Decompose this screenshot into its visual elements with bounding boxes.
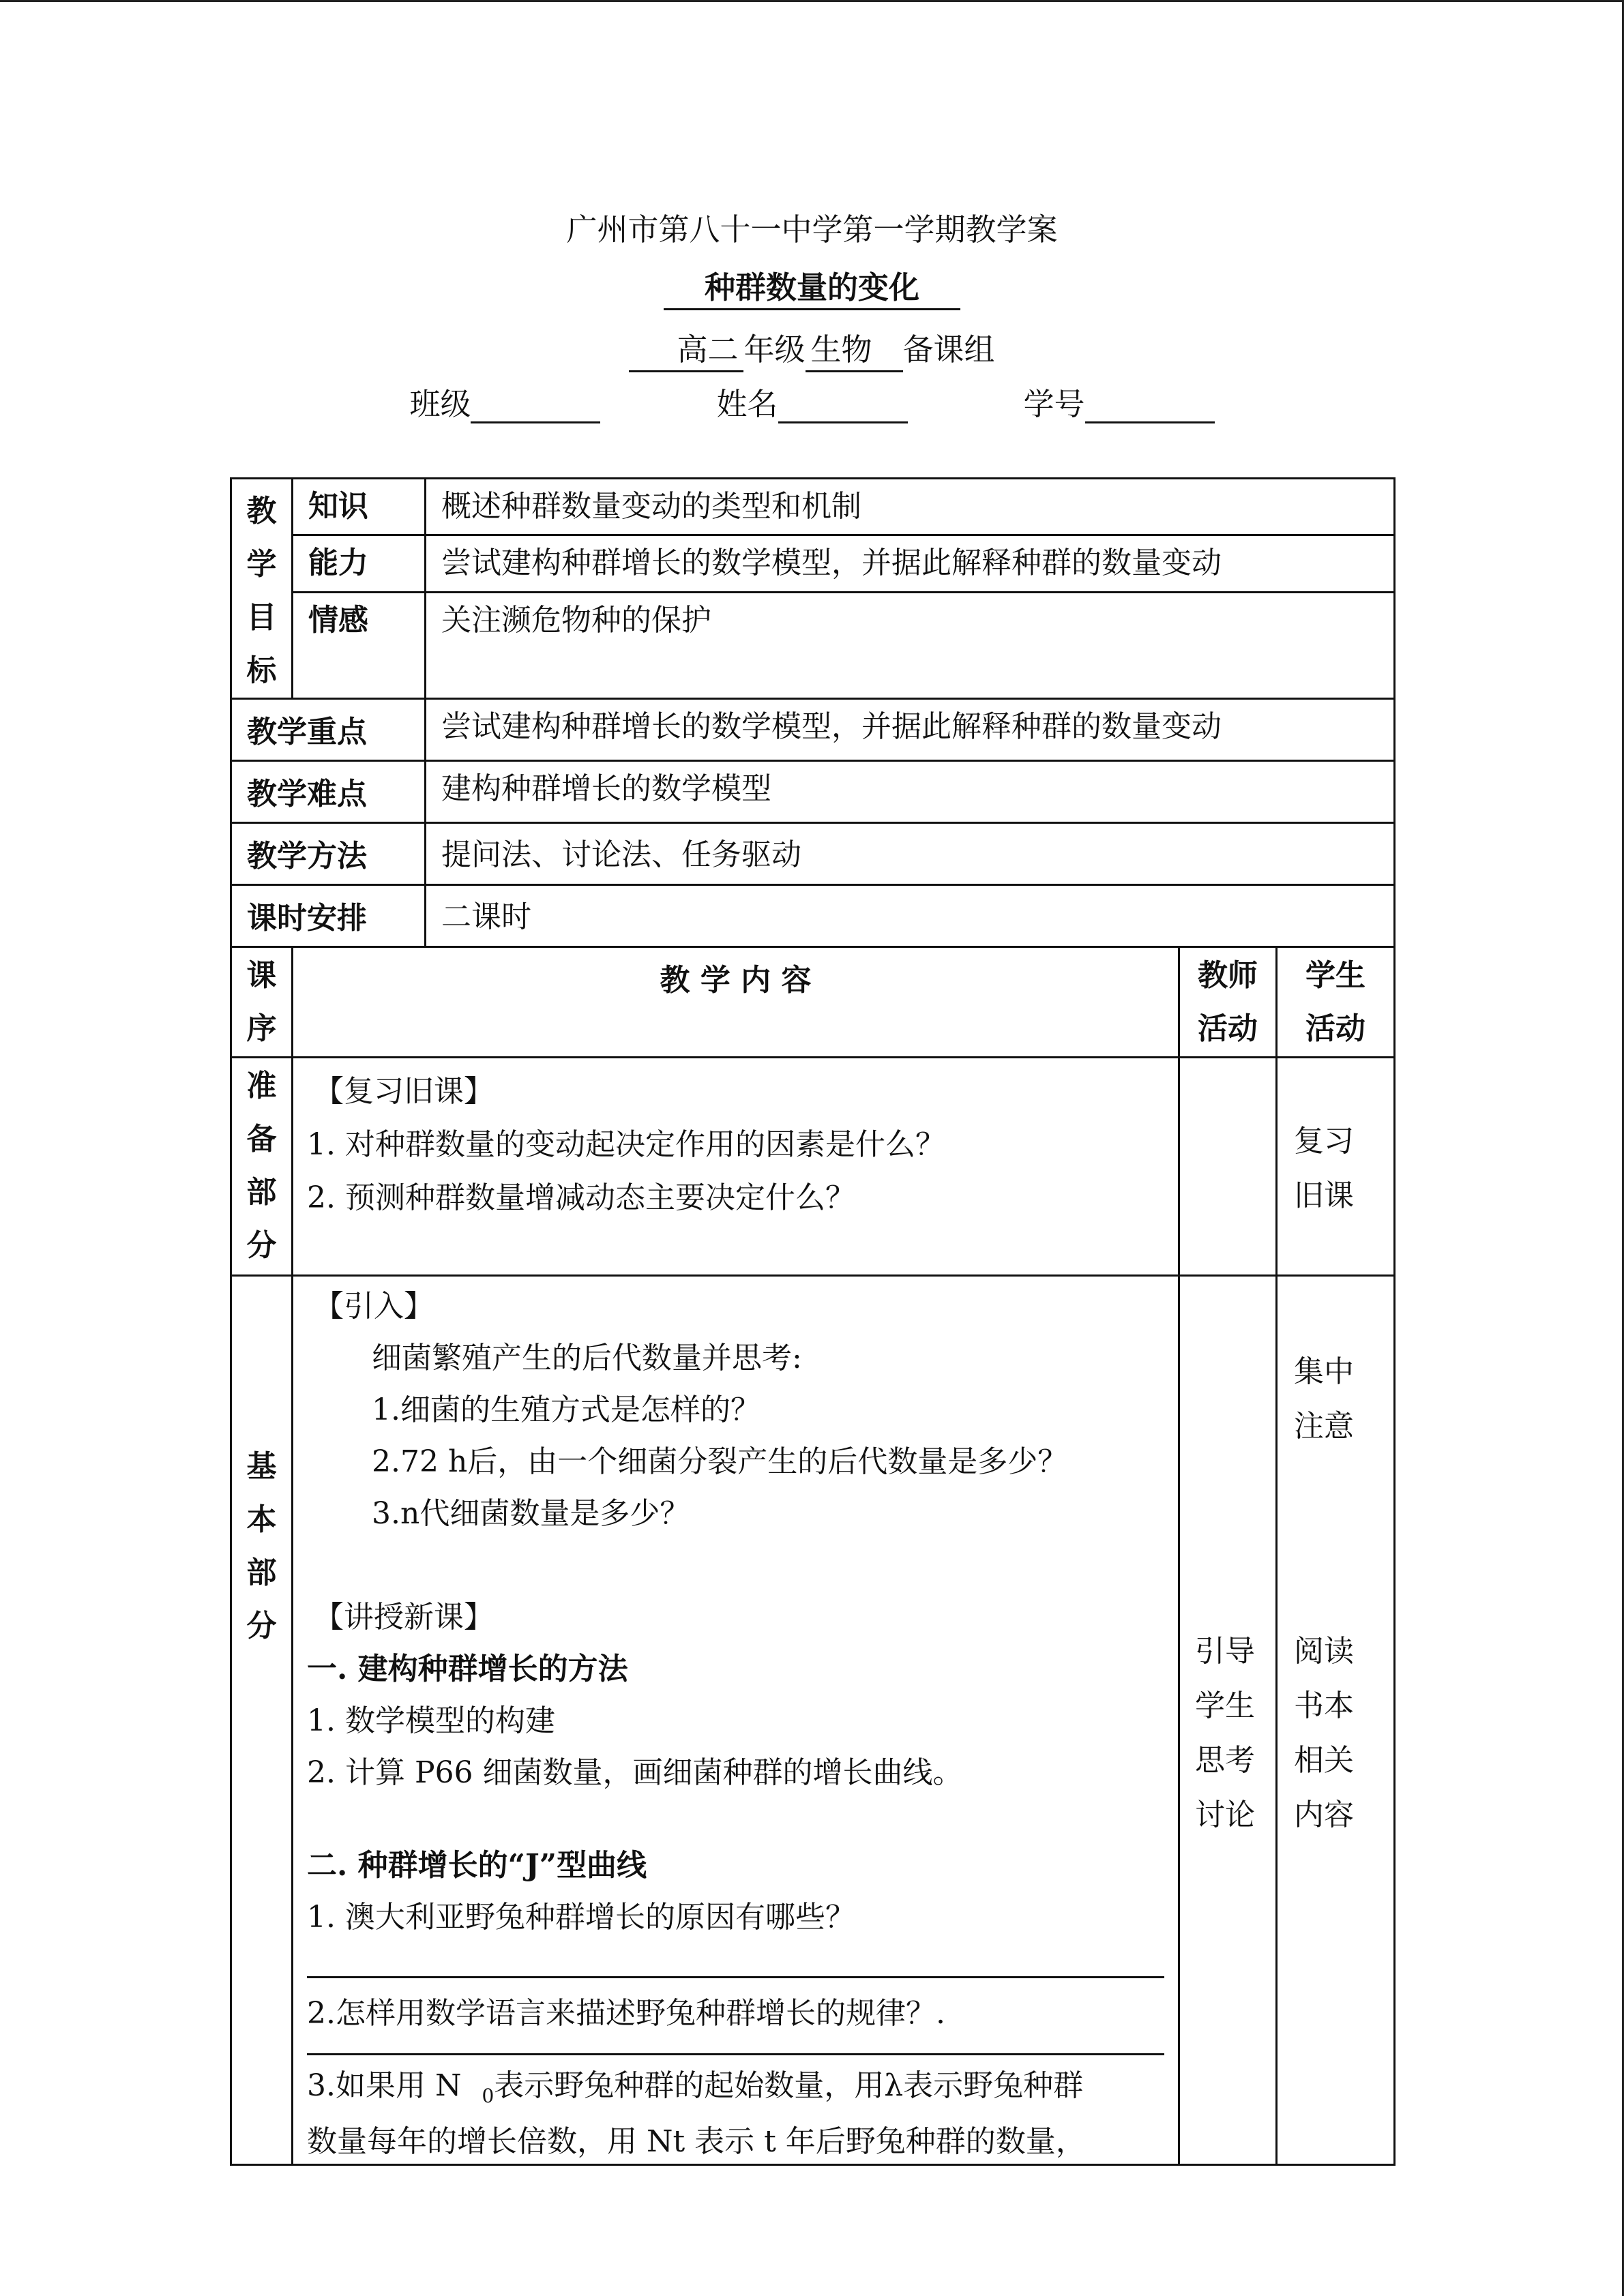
prep-item: 1. 对种群数量的变动起决定作用的因素是什么？ [307, 1127, 945, 1162]
basic-teacher-activity: 引导 学生 思考 讨论 [1179, 1276, 1277, 2165]
lesson-plan-table [230, 477, 1396, 2166]
section2-heading: 二. 种群增长的“J”型曲线 [307, 1848, 647, 1883]
prep-item: 2. 预测种群数量增减动态主要决定什么？ [307, 1180, 855, 1215]
prep-content [293, 1058, 1179, 1276]
id-label: 学号 [1023, 386, 1085, 422]
info-text: 提问法、讨论法、任务驱动 [426, 823, 1395, 885]
order-header: 课 序 [231, 947, 293, 1058]
answer-line-1[interactable] [307, 1943, 1164, 1978]
objective-text: 尝试建构种群增长的数学模型，并据此解释种群的数量变动 [426, 535, 1395, 592]
info-row [231, 761, 1395, 823]
prep-student-activity: 复习 旧课 [1277, 1058, 1395, 1276]
student-info-line [0, 379, 1624, 423]
prep-label: 准 备 部 分 [231, 1058, 293, 1276]
info-row [231, 699, 1395, 761]
objective-row [231, 592, 1395, 699]
lesson-title-text: 种群数量的变化 [664, 263, 960, 310]
prep-row [231, 1058, 1395, 1276]
subject-value: 生物 [806, 325, 903, 372]
content-header: 教 学 内 容 [293, 947, 1179, 1058]
question-2: 2.怎样用数学语言来描述野兔种群增长的规律？. [307, 1996, 945, 2031]
intro-item: 2.72 h后，由一个细菌分裂产生的后代数量是多少？ [372, 1444, 1068, 1479]
question-3-continued: 数量每年的增长倍数，用 Nt 表示 t 年后野兔种群的数量， [307, 2123, 1086, 2159]
name-label: 姓名 [716, 386, 778, 422]
info-text: 尝试建构种群增长的数学模型，并据此解释种群的数量变动 [426, 699, 1395, 761]
info-row [231, 885, 1395, 947]
answer-line-2[interactable] [307, 2040, 1164, 2055]
objectives-group-label: 教 学 目 标 [231, 479, 293, 699]
section1-heading: 一. 建构种群增长的方法 [307, 1652, 628, 1686]
prep-teacher-activity [1179, 1058, 1277, 1276]
objective-label: 知识 [293, 479, 426, 535]
info-row [231, 823, 1395, 885]
grade-suffix: 年级 [743, 331, 806, 368]
objective-label: 情感 [293, 592, 426, 699]
objective-text: 关注濒危物种的保护 [426, 592, 1395, 699]
info-text: 二课时 [426, 885, 1395, 947]
info-label: 教学难点 [231, 761, 426, 823]
section1-item: 2. 计算 P66 细菌数量，画细菌种群的增长曲线。 [307, 1755, 963, 1790]
intro-heading: 【引入】 [314, 1289, 434, 1324]
question-1: 1. 澳大利亚野兔种群增长的原因有哪些？ [307, 1900, 855, 1935]
basic-label: 基 本 部 分 [231, 1276, 293, 2165]
intro-lead: 细菌繁殖产生的后代数量并思考: [372, 1341, 802, 1375]
objective-row [231, 479, 1395, 535]
name-blank[interactable] [778, 394, 908, 423]
intro-item: 1.细菌的生殖方式是怎样的？ [372, 1392, 761, 1427]
intro-item: 3.n代细菌数量是多少？ [372, 1496, 690, 1531]
objective-text: 概述种群数量变动的类型和机制 [426, 479, 1395, 535]
class-label: 班级 [409, 386, 471, 422]
school-line: 广州市第八十一中学第一学期教学案 [566, 211, 1058, 248]
info-label: 教学重点 [231, 699, 426, 761]
basic-student-activity: 集中 注意 阅读 书本 相关 内容 [1277, 1276, 1395, 2165]
basic-content [293, 1276, 1179, 2165]
lesson-title [0, 263, 1624, 310]
class-blank[interactable] [471, 394, 600, 423]
basic-row [231, 1276, 1395, 2165]
prep-heading: 【复习旧课】 [314, 1074, 494, 1109]
student-activity-header: 学生 活动 [1277, 947, 1395, 1058]
grade-subject-line [0, 325, 1624, 372]
objective-row [231, 535, 1395, 592]
info-label: 教学方法 [231, 823, 426, 885]
id-blank[interactable] [1085, 394, 1215, 423]
new-lesson-heading: 【讲授新课】 [314, 1600, 494, 1635]
teacher-activity-header: 教师 活动 [1179, 947, 1277, 1058]
grade-value: 高二 [629, 325, 743, 372]
info-label: 课时安排 [231, 885, 426, 947]
objective-label: 能力 [293, 535, 426, 592]
question-3: 3.如果用 N $_0$表示野兔种群的起始数量，用λ表示野兔种群 [307, 2068, 1084, 2107]
info-text: 建构种群增长的数学模型 [426, 761, 1395, 823]
process-header-row [231, 947, 1395, 1058]
page-top-border [0, 0, 1624, 2]
section1-item: 1. 数学模型的构建 [307, 1703, 555, 1738]
subject-suffix: 备课组 [902, 331, 995, 368]
